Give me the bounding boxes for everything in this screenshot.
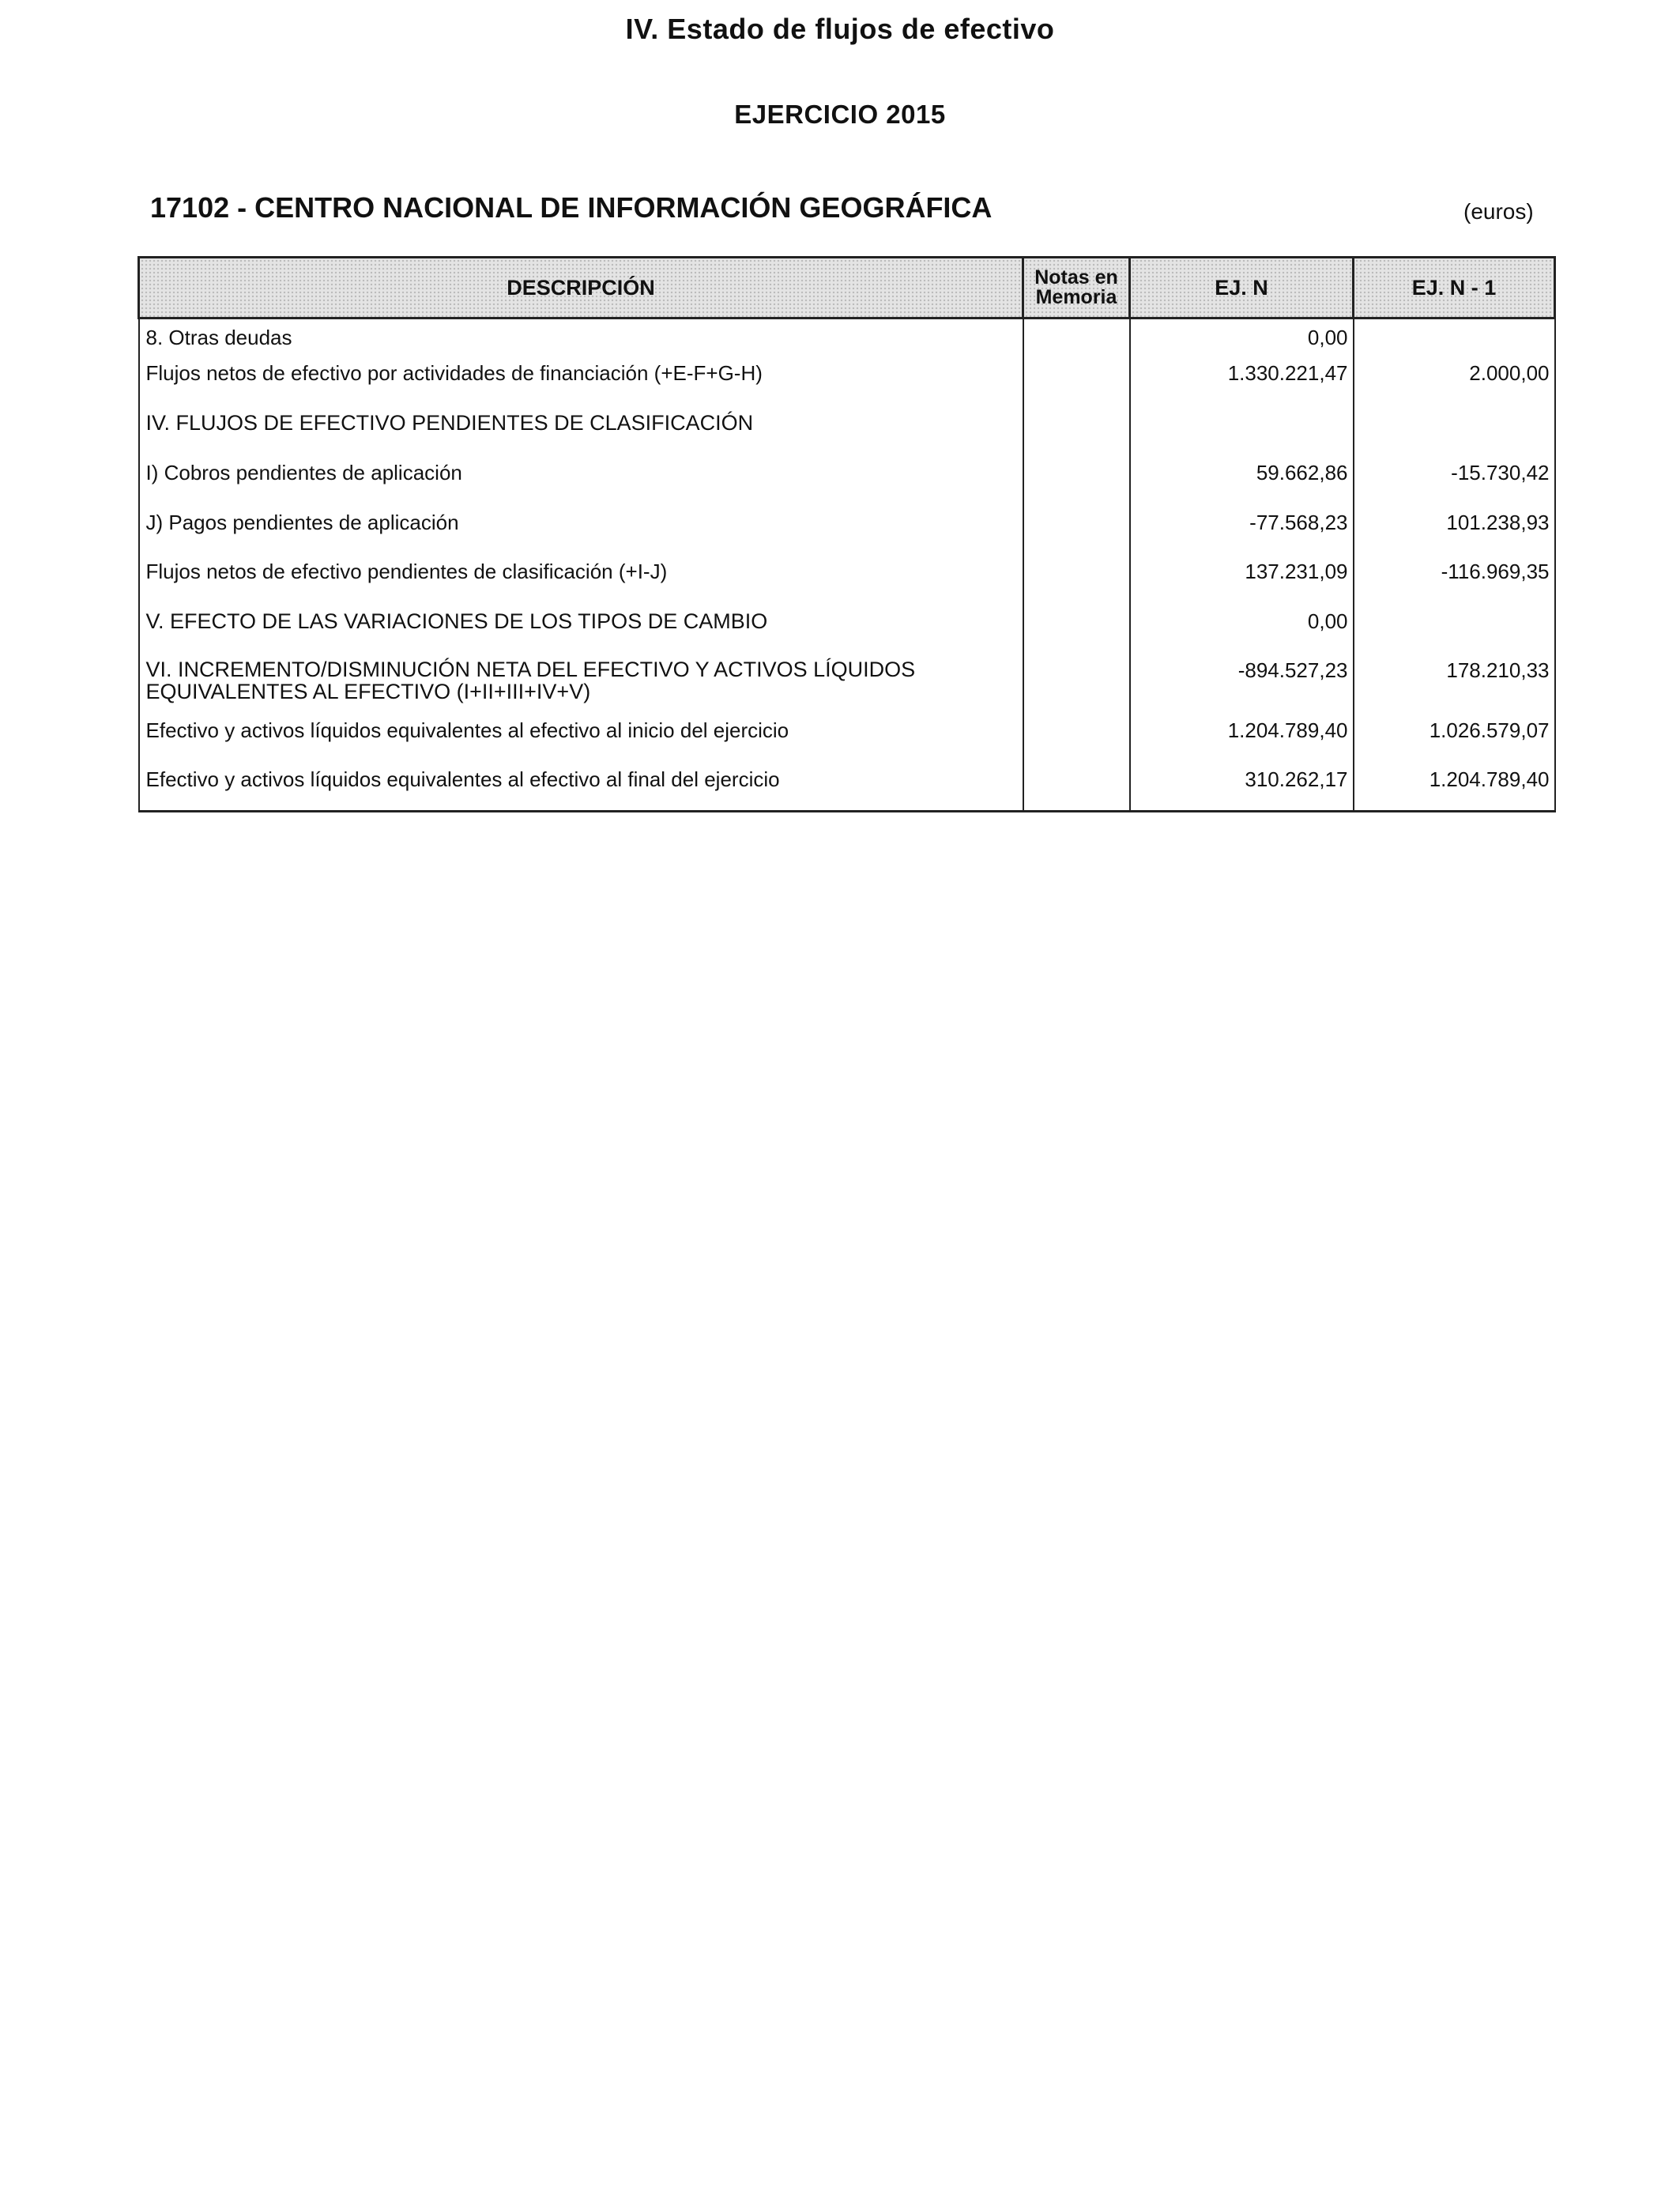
- page-title: IV. Estado de flujos de efectivo: [625, 13, 1055, 45]
- row-previous-amount: 1.204.789,40: [1354, 761, 1555, 812]
- row-previous-amount: 101.238,93: [1354, 504, 1555, 553]
- table-row: [139, 712, 1555, 761]
- column-header-previous-year: EJ. N - 1: [1354, 258, 1555, 319]
- column-header-notes: [1023, 258, 1130, 319]
- row-description: J) Pagos pendientes de aplicación: [139, 504, 1023, 553]
- row-notes: [1023, 355, 1130, 405]
- row-current-amount: 59.662,86: [1130, 454, 1354, 504]
- table-row: [139, 553, 1555, 603]
- row-description: Efectivo y activos líquidos equivalentes al efectivo al final del ejercicio: [139, 761, 1023, 812]
- column-header-description: DESCRIPCIÓN: [139, 258, 1023, 319]
- row-notes: [1023, 652, 1130, 712]
- row-previous-amount: -116.969,35: [1354, 553, 1555, 603]
- cash-flow-table: [137, 256, 1556, 812]
- row-previous-amount: 178.210,33: [1354, 652, 1555, 712]
- row-notes: [1023, 405, 1130, 454]
- row-notes: [1023, 761, 1130, 812]
- table-row: [139, 319, 1555, 355]
- fiscal-year: EJERCICIO 2015: [734, 100, 946, 129]
- row-notes: [1023, 504, 1130, 553]
- row-current-amount: -894.527,23: [1130, 652, 1354, 712]
- row-previous-amount: [1354, 319, 1555, 355]
- table-row: [139, 652, 1555, 712]
- entity-title: 17102 - CENTRO NACIONAL DE INFORMACIÓN GEOGRÁFICA: [150, 191, 993, 224]
- row-previous-amount: [1354, 405, 1555, 454]
- row-description: V. EFECTO DE LAS VARIACIONES DE LOS TIPOS DE CAMBIO: [139, 603, 1023, 652]
- row-current-amount: 0,00: [1130, 319, 1354, 355]
- row-notes: [1023, 603, 1130, 652]
- row-current-amount: 1.204.789,40: [1130, 712, 1354, 761]
- row-previous-amount: 1.026.579,07: [1354, 712, 1555, 761]
- row-notes: [1023, 712, 1130, 761]
- row-current-amount: -77.568,23: [1130, 504, 1354, 553]
- row-description-line-2: EQUIVALENTES AL EFECTIVO (I+II+III+IV+V): [145, 679, 591, 703]
- table-header-row: [139, 258, 1555, 319]
- row-current-amount: 1.330.221,47: [1130, 355, 1354, 405]
- row-previous-amount: -15.730,42: [1354, 454, 1555, 504]
- row-previous-amount: [1354, 603, 1555, 652]
- notes-header-line-1: Notas en: [1034, 266, 1118, 288]
- units-label: (euros): [1463, 199, 1534, 224]
- row-description: Flujos netos de efectivo pendientes de clasificación (+I-J): [139, 553, 1023, 603]
- row-description: [139, 652, 1023, 712]
- row-current-amount: 0,00: [1130, 603, 1354, 652]
- row-current-amount: [1130, 405, 1354, 454]
- table-row: [139, 603, 1555, 652]
- row-notes: [1023, 454, 1130, 504]
- row-notes: [1023, 319, 1130, 355]
- table-row: [139, 355, 1555, 405]
- row-description: IV. FLUJOS DE EFECTIVO PENDIENTES DE CLASIFICACIÓN: [139, 405, 1023, 454]
- table-row: [139, 761, 1555, 812]
- row-notes: [1023, 553, 1130, 603]
- row-description-line-1: VI. INCREMENTO/DISMINUCIÓN NETA DEL EFECTIVO Y ACTIVOS LÍQUIDOS: [145, 657, 916, 681]
- notes-header-line-2: Memoria: [1035, 286, 1117, 308]
- table-row: [139, 405, 1555, 454]
- row-current-amount: 310.262,17: [1130, 761, 1354, 812]
- row-current-amount: 137.231,09: [1130, 553, 1354, 603]
- column-header-current-year: EJ. N: [1130, 258, 1354, 319]
- table-row: [139, 504, 1555, 553]
- table-row: [139, 454, 1555, 504]
- row-description: Flujos netos de efectivo por actividades de financiación (+E-F+G-H): [139, 355, 1023, 405]
- row-description: I) Cobros pendientes de aplicación: [139, 454, 1023, 504]
- row-description: Efectivo y activos líquidos equivalentes al efectivo al inicio del ejercicio: [139, 712, 1023, 761]
- row-previous-amount: 2.000,00: [1354, 355, 1555, 405]
- row-description: 8. Otras deudas: [139, 319, 1023, 355]
